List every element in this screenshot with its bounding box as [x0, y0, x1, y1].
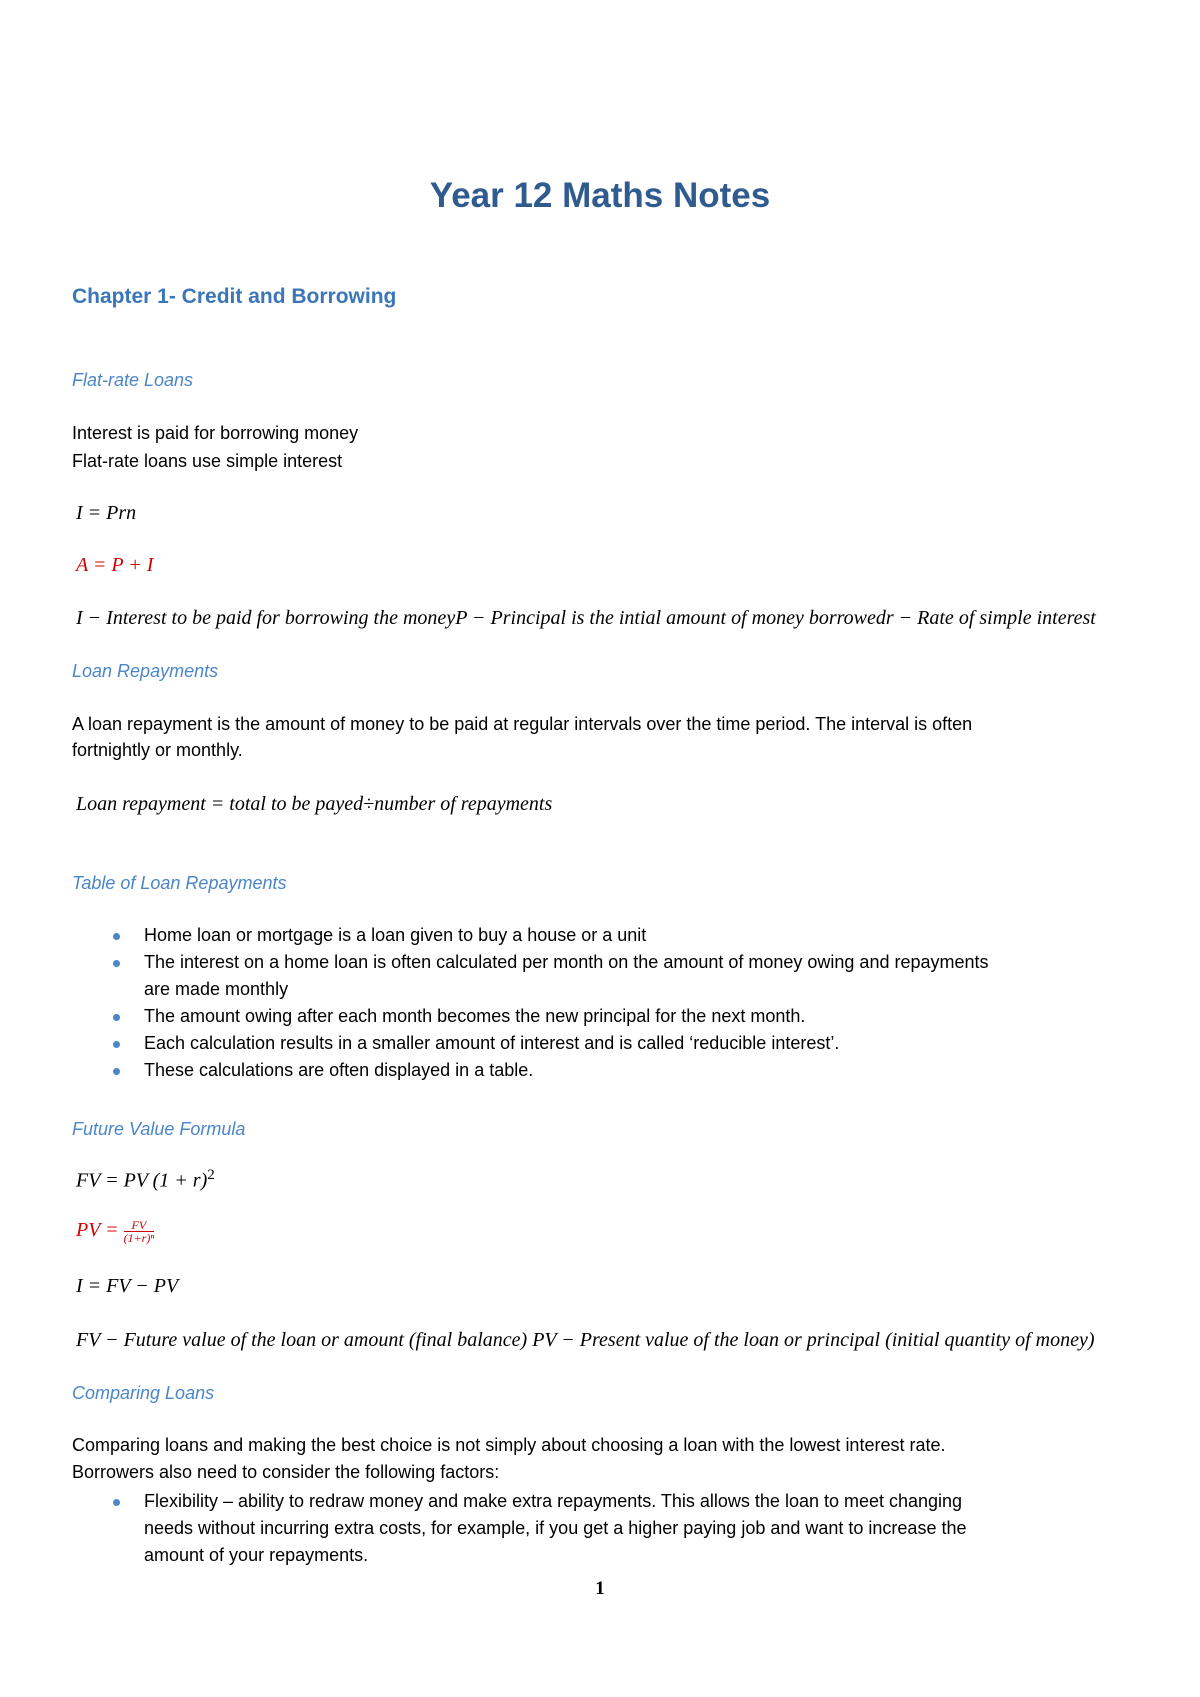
list-item: These calculations are often displayed in a table.	[72, 1057, 989, 1084]
comparing-loans-bullet-list	[72, 1488, 966, 1569]
list-item: Each calculation results in a smaller amount of interest and is called ‘reducible interest’.	[72, 1030, 989, 1057]
bullet-icon	[113, 960, 120, 967]
list-item: Home loan or mortgage is a loan given to buy a house or a unit	[72, 922, 989, 949]
bullet-icon	[113, 1014, 120, 1021]
list-item-continuation: amount of your repayments.	[144, 1545, 369, 1565]
chapter-heading: Chapter 1- Credit and Borrowing	[72, 285, 397, 308]
section-heading-flat-rate: Flat-rate Loans	[72, 370, 194, 390]
formula-present-value: PV = $\frac{FV}{\text{(1+r)ⁿ}}$	[76, 1218, 155, 1245]
comparing-loans-line-1: Comparing loans and making the best choice is not simply about choosing a loan with the lowest interest rate.	[72, 1435, 946, 1455]
formula-simple-interest: I = Prn	[76, 502, 137, 524]
formula-future-value: FV = PV $(1 + r)^2$	[76, 1167, 215, 1192]
list-item: The interest on a home loan is often calculated per month on the amount of money owing and repayments	[72, 949, 989, 976]
bullet-icon	[113, 1499, 120, 1506]
bullet-icon	[113, 1041, 120, 1048]
comparing-loans-line-2: Borrowers also need to consider the following factors:	[72, 1462, 500, 1482]
section-heading-table-repayments: Table of Loan Repayments	[72, 873, 287, 893]
loan-repayments-line-1: A loan repayment is the amount of money to be paid at regular intervals over the time period. The interval is often	[72, 714, 973, 734]
formula-interest-fv: I = FV − PV	[76, 1275, 179, 1297]
formula-loan-repayment: Loan repayment = total to be payed÷number of repayments	[76, 793, 553, 815]
flat-rate-line-2: Flat-rate loans use simple interest	[72, 451, 343, 471]
section-heading-future-value: Future Value Formula	[72, 1119, 246, 1139]
list-item-continuation: are made monthly	[144, 979, 289, 999]
section-heading-comparing-loans: Comparing Loans	[72, 1383, 215, 1403]
bullet-icon	[113, 1068, 120, 1075]
flat-rate-definitions: I − Interest to be paid for borrowing the moneyP − Principal is the intial amount of money borrowedr − Rate of simple interest	[76, 607, 1096, 629]
page-number: 1	[595, 1578, 605, 1599]
bullet-icon	[113, 933, 120, 940]
list-item: Flexibility – ability to redraw money and make extra repayments. This allows the loan to meet changing	[72, 1488, 966, 1515]
list-item-continuation: needs without incurring extra costs, for example, if you get a higher paying job and want to increase the	[144, 1518, 967, 1538]
loan-repayments-line-2: fortnightly or monthly.	[72, 740, 243, 760]
formula-amount: A = P + I	[76, 554, 154, 576]
fraction: $\frac{FV}{\text{(1+r)ⁿ}}$	[123, 1218, 155, 1245]
flat-rate-line-1: Interest is paid for borrowing money	[72, 423, 359, 443]
section-heading-loan-repayments: Loan Repayments	[72, 661, 219, 681]
list-item: The amount owing after each month becomes the new principal for the next month.	[72, 1003, 989, 1030]
page-title: Year 12 Maths Notes	[429, 176, 771, 215]
table-repayments-bullet-list	[72, 922, 989, 1084]
future-value-definitions: FV − Future value of the loan or amount (final balance) PV − Present value of the loan or principal (initial quantity of money)	[76, 1329, 1095, 1351]
